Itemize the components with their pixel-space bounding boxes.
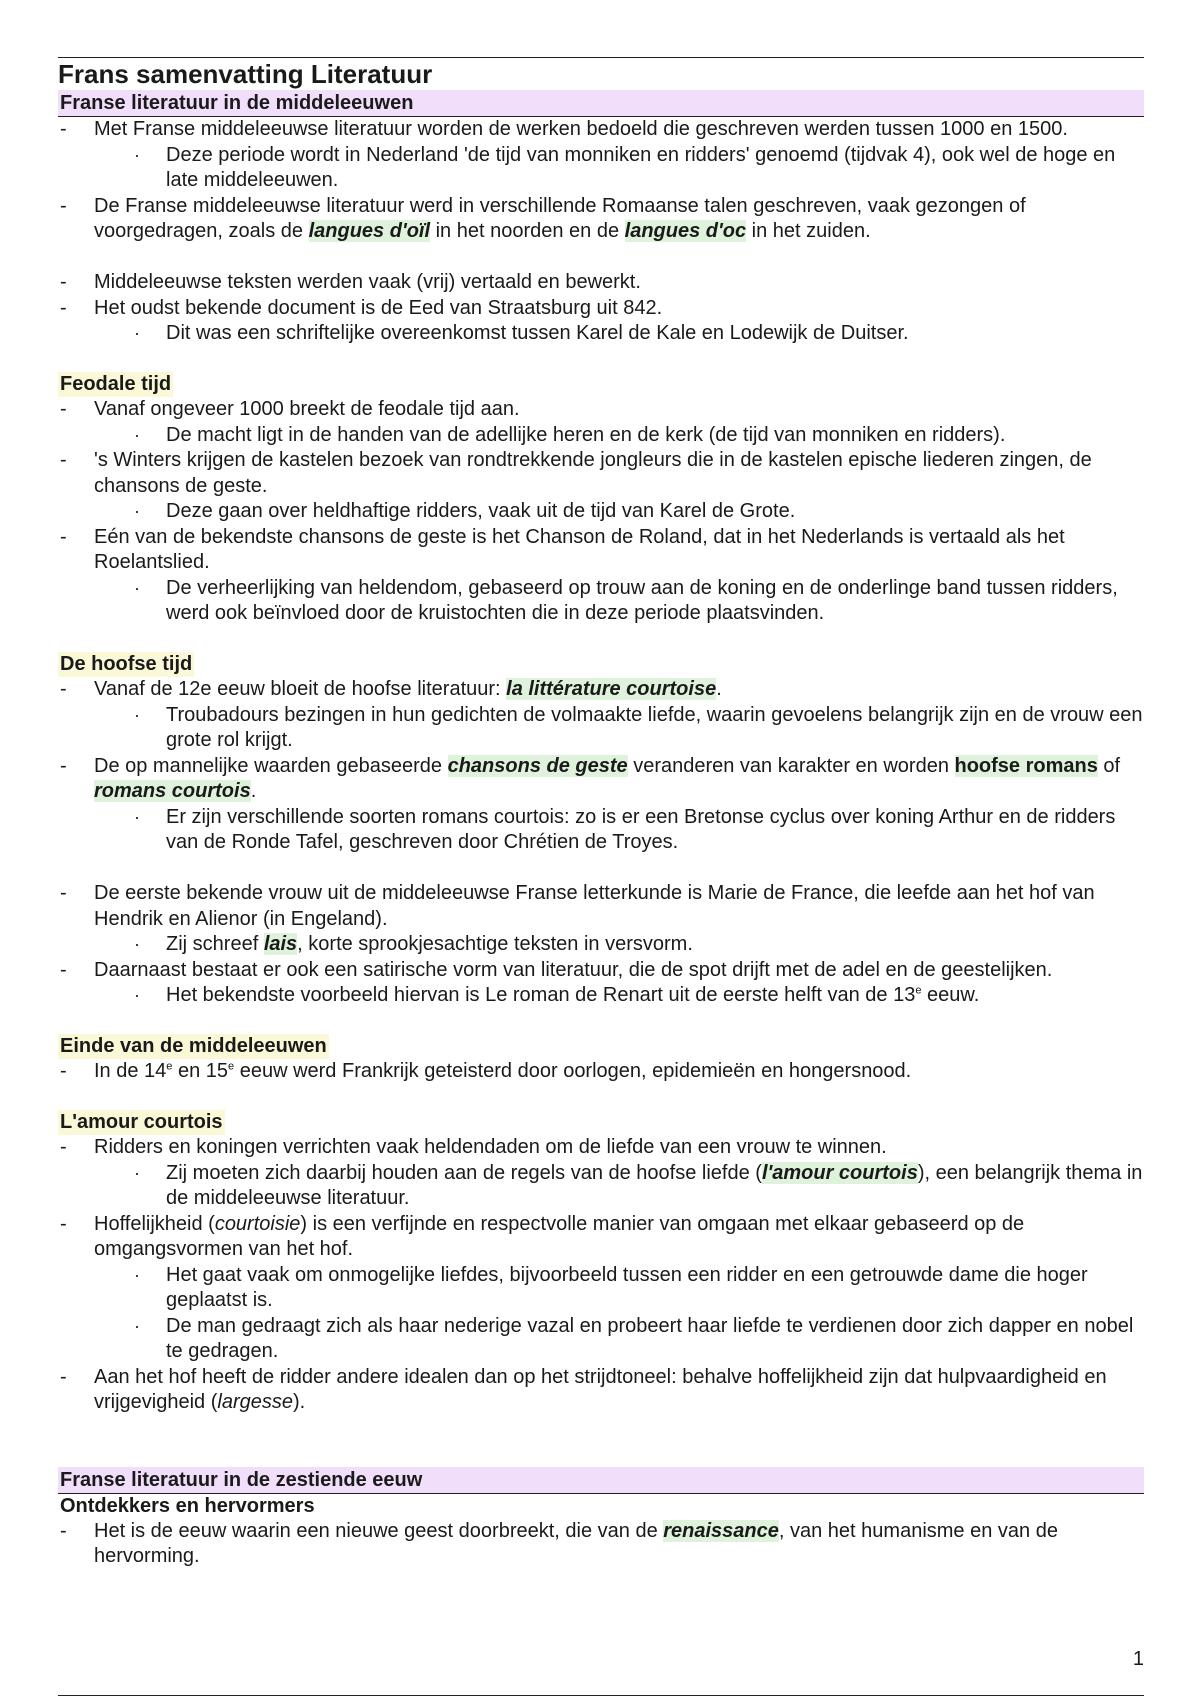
list-item: · Zij schreef lais, korte sprookjesachtige teksten in versvorm. bbox=[94, 932, 1144, 958]
einde-list bbox=[58, 1059, 1144, 1085]
list-item: - 's Winters krijgen de kastelen bezoek van rondtrekkende jongleurs die in de kastelen epische liederen zingen, de chansons de geste. · Deze gaan over heldhaftige ridders, vaak uit de tijd van Karel de Grote. bbox=[58, 448, 1144, 525]
page-title: Frans samenvatting Literatuur bbox=[58, 59, 433, 89]
bottom-rule bbox=[58, 1695, 1144, 1696]
subheading-einde-middeleeuwen: Einde van de middeleeuwen bbox=[60, 1035, 327, 1057]
list-item: - Daarnaast bestaat er ook een satirische vorm van literatuur, die de spot drijft met de adel en de geestelijken. · Het bekendste voorbeeld hiervan is Le roman de Renart uit de eerste helft van de 13e eeuw. bbox=[58, 958, 1144, 1009]
highlight-term: langues d'oïl bbox=[308, 220, 431, 242]
list-item: · Deze periode wordt in Nederland 'de tijd van monniken en ridders' genoemd (tijdvak 4), ook wel de hoge en late middeleeuwen. bbox=[94, 143, 1144, 194]
list-item: · De macht ligt in de handen van de adellijke heren en de kerk (de tijd van monniken en ridders). bbox=[94, 423, 1144, 449]
list-item: · Zij moeten zich daarbij houden aan de regels van de hoofse liefde (l'amour courtois), een belangrijk thema in de middeleeuwse literatuur. bbox=[94, 1161, 1144, 1212]
highlight-term: l'amour courtois bbox=[761, 1161, 918, 1184]
list-item: · Er zijn verschillende soorten romans courtois: zo is er een Bretonse cyclus over koning Arthur en de ridders van de Ronde Tafel, geschreven door Chrétien de Troyes. bbox=[94, 805, 1144, 856]
hoofs-list-2 bbox=[58, 881, 1144, 1009]
list-item: · Het gaat vaak om onmogelijke liefdes, bijvoorbeeld tussen een ridder en een getrouwde dame die hoger geplaatst is. bbox=[94, 1263, 1144, 1314]
list-item: - Met Franse middeleeuwse literatuur worden de werken bedoeld die geschreven werden tussen 1000 en 1500. · Deze periode wordt in Nederland 'de tijd van monniken en ridders' genoemd (tijdvak 4), ook wel de hoge en late middeleeuwen. bbox=[58, 117, 1144, 194]
section-heading-zestiende-eeuw: Franse literatuur in de zestiende eeuw bbox=[58, 1467, 1144, 1494]
list-item: - Aan het hof heeft de ridder andere idealen dan op het strijdtoneel: behalve hoffelijkheid zijn dat hulpvaardigheid en vrijgevigheid (largesse). bbox=[58, 1365, 1144, 1416]
subheading-hoofse-tijd: De hoofse tijd bbox=[60, 653, 193, 675]
list-item: - Middeleeuwse teksten werden vaak (vrij) vertaald en bewerkt. bbox=[58, 270, 1144, 296]
highlight-term: hoofse romans bbox=[954, 754, 1098, 777]
highlight-term: lais bbox=[263, 933, 298, 955]
subheading-feodale-tijd: Feodale tijd bbox=[60, 373, 172, 395]
highlight-term: langues d'oc bbox=[624, 220, 747, 242]
feodaal-list bbox=[58, 397, 1144, 627]
intro-list-2 bbox=[58, 270, 1144, 347]
list-item: · Het bekendste voorbeeld hiervan is Le roman de Renart uit de eerste helft van de 13e eeuw. bbox=[94, 983, 1144, 1009]
list-item: · Dit was een schriftelijke overeenkomst tussen Karel de Kale en Lodewijk de Duitser. bbox=[94, 321, 1144, 347]
intro-list bbox=[58, 117, 1144, 245]
list-item: - Vanaf de 12e eeuw bloeit de hoofse literatuur: la littérature courtoise. · Troubadours bezingen in hun gedichten de volmaakte liefde, waarin gevoelens belangrijk zijn en de vrouw een grote rol krijgt. bbox=[58, 677, 1144, 754]
list-item: - In de 14e en 15e eeuw werd Frankrijk geteisterd door oorlogen, epidemieën en hongersnood. bbox=[58, 1059, 1144, 1085]
page-number: 1 bbox=[1132, 1648, 1144, 1670]
list-item: - Hoffelijkheid (courtoisie) is een verfijnde en respectvolle manier van omgaan met elkaar gebaseerd op de omgangsvormen van het hof. · Het gaat vaak om onmogelijke liefdes, bijvoorbeeld tussen een ridder en een getrouwde dame die hoger geplaatst is. · De man gedraagt zich als haar nederige vazal en probeert haar liefde te verdienen door zich dapper en nobel te gedragen. bbox=[58, 1212, 1144, 1365]
highlight-term: chansons de geste bbox=[447, 754, 628, 777]
list-item: - Het is de eeuw waarin een nieuwe geest doorbreekt, die van de renaissance, van het humanisme en van de hervorming. bbox=[58, 1519, 1144, 1570]
zestiende-list bbox=[58, 1519, 1144, 1570]
list-item: · De verheerlijking van heldendom, gebaseerd op trouw aan de koning en de onderlinge band tussen ridders, werd ook beïnvloed door de kruistochten die in deze periode plaatsvinden. bbox=[94, 576, 1144, 627]
list-item: - Vanaf ongeveer 1000 breekt de feodale tijd aan. · De macht ligt in de handen van de adellijke heren en de kerk (de tijd van monniken en ridders). bbox=[58, 397, 1144, 448]
highlight-term: la littérature courtoise bbox=[506, 678, 717, 700]
list-item: · De man gedraagt zich als haar nederige vazal en probeert haar liefde te verdienen door zich dapper en nobel te gedragen. bbox=[94, 1314, 1144, 1365]
highlight-term: romans courtois bbox=[94, 780, 251, 802]
list-item: · Deze gaan over heldhaftige ridders, vaak uit de tijd van Karel de Grote. bbox=[94, 499, 1144, 525]
subheading-ontdekkers: Ontdekkers en hervormers bbox=[60, 1494, 315, 1517]
section-heading-middeleeuwen: Franse literatuur in de middeleeuwen bbox=[58, 90, 1144, 117]
list-item: - De Franse middeleeuwse literatuur werd in verschillende Romaanse talen geschreven, vaak gezongen of voorgedragen, zoals de langues d'oïl in het noorden en de langues d'oc in het zuiden. bbox=[58, 194, 1144, 245]
list-item: - Ridders en koningen verrichten vaak heldendaden om de liefde van een vrouw te winnen. · Zij moeten zich daarbij houden aan de regels van de hoofse liefde (l'amour courtois), een belangrijk thema in de middeleeuwse literatuur. bbox=[58, 1135, 1144, 1212]
list-item: - Het oudst bekende document is de Eed van Straatsburg uit 842. · Dit was een schriftelijke overeenkomst tussen Karel de Kale en Lodewijk de Duitser. bbox=[58, 296, 1144, 347]
hoofs-list bbox=[58, 677, 1144, 856]
document-body bbox=[58, 58, 1144, 1570]
list-item: - De eerste bekende vrouw uit de middeleeuwse Franse letterkunde is Marie de France, die leefde aan het hof van Hendrik en Alienor (in Engeland). · Zij schreef lais, korte sprookjesachtige teksten in versvorm. bbox=[58, 881, 1144, 958]
list-item: - Eén van de bekendste chansons de geste is het Chanson de Roland, dat in het Nederlands is vertaald als het Roelantslied. · De verheerlijking van heldendom, gebaseerd op trouw aan de koning en de onderlinge band tussen ridders, werd ook beïnvloed door de kruistochten die in deze periode plaatsvinden. bbox=[58, 525, 1144, 627]
subheading-amour-courtois: L'amour courtois bbox=[60, 1111, 223, 1133]
highlight-term: renaissance bbox=[663, 1519, 779, 1542]
list-item: - De op mannelijke waarden gebaseerde chansons de geste veranderen van karakter en worden hoofse romans of romans courtois. · Er zijn verschillende soorten romans courtois: zo is er een Bretonse cyclus over koning Arthur en de ridders van de Ronde Tafel, geschreven door Chrétien de Troyes. bbox=[58, 754, 1144, 856]
amour-list bbox=[58, 1135, 1144, 1416]
list-item: · Troubadours bezingen in hun gedichten de volmaakte liefde, waarin gevoelens belangrijk zijn en de vrouw een grote rol krijgt. bbox=[94, 703, 1144, 754]
